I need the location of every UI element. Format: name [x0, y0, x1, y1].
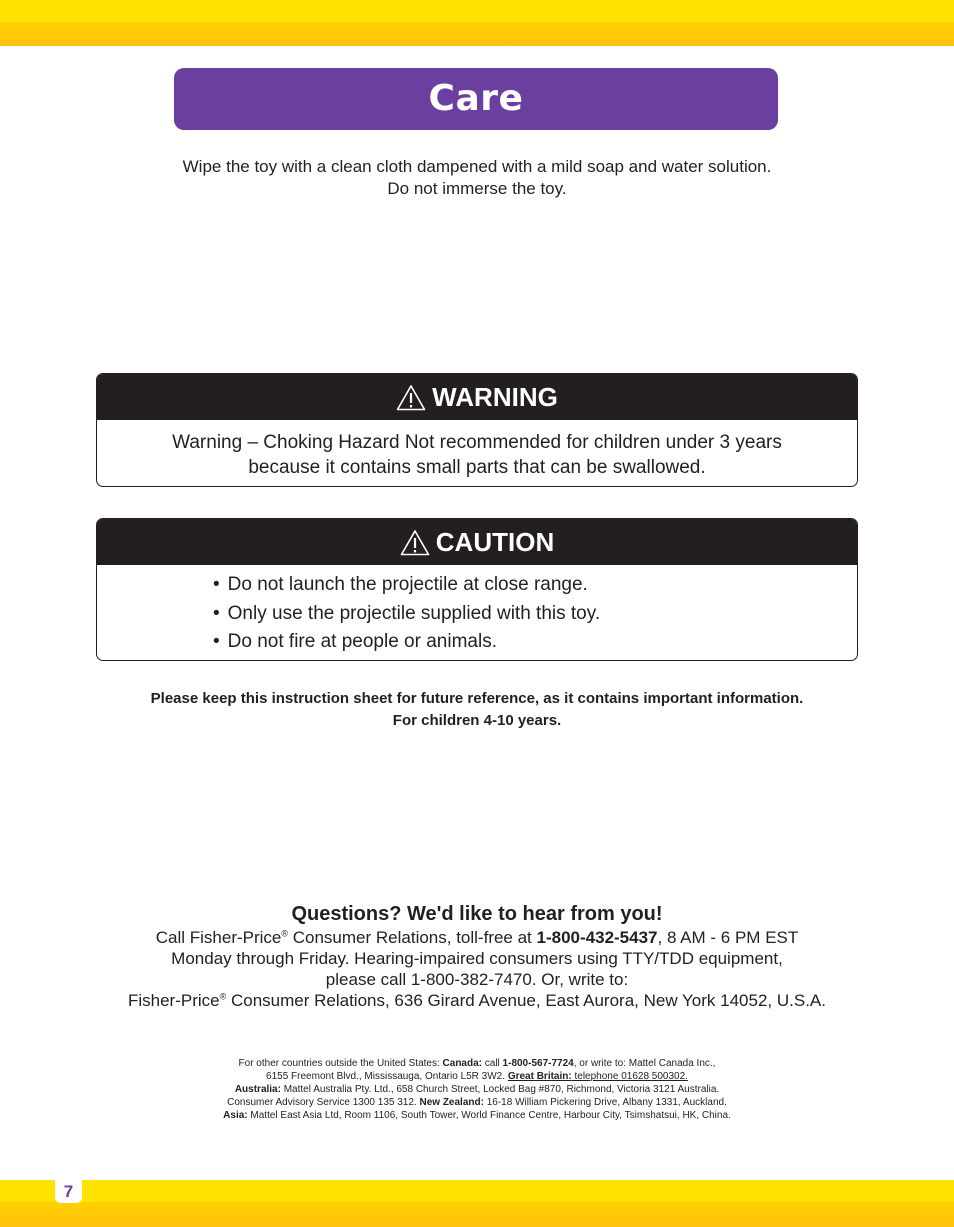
warning-title: WARNING	[432, 381, 558, 412]
intl-line-5	[60, 1109, 894, 1122]
address-rest: Consumer Relations, 636 Girard Avenue, East Aurora, New York 14052, U.S.A.	[226, 991, 826, 1010]
hours-line: Monday through Friday. Hearing-impaired consumers using TTY/TDD equipment,	[171, 949, 783, 968]
warning-header	[97, 374, 857, 420]
caution-header	[97, 519, 857, 565]
intl-line-3	[60, 1083, 894, 1096]
intl-line-1	[60, 1057, 894, 1070]
warning-line-2: because it contains small parts that can be swallowed.	[248, 457, 706, 478]
questions-heading: Questions? We'd like to hear from you!	[291, 903, 663, 925]
registered-mark: ®	[219, 991, 227, 1002]
tty-line: please call 1-800-382-7470. Or, write to:	[325, 970, 629, 989]
call-prefix: Call Fisher-Price	[155, 928, 282, 947]
canada-address: 6155 Freemont Blvd., Mississauga, Ontario L5R 3W2.	[266, 1071, 508, 1082]
address-prefix: Fisher-Price	[127, 991, 220, 1010]
australia-label: Australia:	[234, 1084, 281, 1095]
asia-address: Mattel East Asia Ltd, Room 1106, South Tower, World Finance Centre, Harbour City, Tsimshatsui, HK, China.	[247, 1110, 731, 1121]
call-hours: , 8 AM - 6 PM EST	[657, 928, 799, 947]
bottom-yellow-band	[0, 1180, 954, 1227]
warning-box	[96, 373, 858, 487]
consumer-relations-contact	[20, 927, 934, 1011]
keep-instructions-note	[40, 688, 914, 732]
address-line	[20, 990, 934, 1011]
warning-body	[97, 420, 857, 480]
caution-triangle-icon	[400, 529, 430, 556]
canada-phone: 1-800-567-7724	[502, 1058, 574, 1069]
age-range-line: For children 4-10 years.	[392, 712, 562, 729]
intl-intro: For other countries outside the United States:	[238, 1058, 443, 1069]
care-title-banner	[174, 68, 778, 130]
page-number: 7	[55, 1180, 82, 1203]
australia-advisory: Consumer Advisory Service 1300 135 312.	[227, 1097, 420, 1108]
keep-note-line-1: Please keep this instruction sheet for future reference, as it contains important information.	[150, 690, 804, 707]
international-contacts	[60, 1057, 894, 1122]
caution-item: • Do not fire at people or animals.	[213, 628, 857, 657]
australia-address: Mattel Australia Pty. Ltd., 658 Church Street, Locked Bag #870, Richmond, Victoria 3121 Australia.	[280, 1084, 720, 1095]
great-britain-phone: telephone 01628 500302.	[571, 1071, 688, 1082]
caution-list	[97, 565, 857, 657]
warning-line-1: Warning – Choking Hazard Not recommended for children under 3 years	[172, 432, 782, 453]
great-britain-label: Great Britain:	[507, 1071, 572, 1082]
asia-label: Asia:	[223, 1110, 248, 1121]
registered-mark: ®	[281, 928, 289, 939]
call-line	[20, 927, 934, 948]
canada-label: Canada:	[442, 1058, 482, 1069]
canada-rest: , or write to: Mattel Canada Inc.,	[573, 1058, 716, 1069]
toll-free-phone: 1-800-432-5437	[536, 928, 658, 947]
top-yellow-band	[0, 0, 954, 46]
call-mid: Consumer Relations, toll-free at	[288, 928, 537, 947]
intl-line-4	[60, 1096, 894, 1109]
new-zealand-label: New Zealand:	[419, 1097, 484, 1108]
intl-line-2	[60, 1070, 894, 1083]
care-line-2: Do not immerse the toy.	[387, 179, 567, 198]
care-title: Care	[428, 78, 524, 119]
care-line-1: Wipe the toy with a clean cloth dampened with a mild soap and water solution.	[182, 157, 772, 176]
caution-title: CAUTION	[435, 526, 555, 557]
caution-box	[96, 518, 858, 661]
new-zealand-address: 16-18 William Pickering Drive, Albany 1331, Auckland.	[483, 1097, 727, 1108]
warning-triangle-icon	[396, 384, 426, 411]
caution-item: • Do not launch the projectile at close range.	[213, 571, 857, 600]
caution-item: • Only use the projectile supplied with this toy.	[213, 600, 857, 629]
canada-call: call	[481, 1058, 503, 1069]
care-instructions	[60, 156, 894, 200]
